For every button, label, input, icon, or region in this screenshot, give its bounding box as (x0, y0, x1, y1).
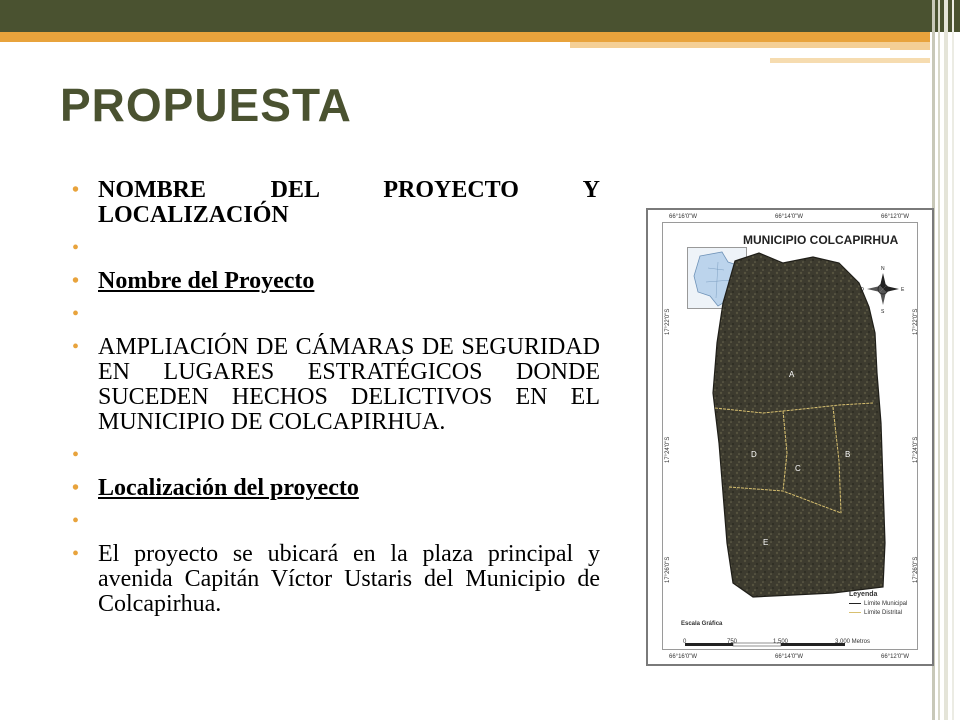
scale-title: Escala Gráfica (681, 621, 723, 627)
bullet-list (72, 178, 600, 617)
compass-s-label: S (881, 309, 885, 315)
map-coord-side: 17°24'0"S (913, 436, 919, 463)
map-panel (662, 214, 919, 660)
map-coord-side: 17°22'0"S (913, 308, 919, 335)
map-coord-side: 17°24'0"S (665, 436, 671, 463)
map-coord-side: 17°26'0"S (665, 556, 671, 583)
scale-tick: 750 (727, 639, 738, 645)
list-item-heading: • NOMBRE DEL PROYECTO Y LOCALIZACIÓN (72, 178, 600, 228)
map-coord-bottom: 66°12'0"W (881, 654, 910, 660)
header-bar (0, 0, 960, 32)
municipality-map (663, 223, 919, 651)
list-item-empty (72, 302, 600, 327)
zone-label: C (795, 464, 801, 473)
header-accent-bar (0, 32, 930, 42)
side-stripes (930, 0, 960, 720)
page-title: PROPUESTA (60, 79, 352, 131)
map-coord-top: 66°12'0"W (881, 214, 910, 220)
legend-item-municipal: Límite Municipal (849, 601, 907, 607)
header-divider (570, 48, 890, 51)
map-coord-top: 66°14'0"W (775, 214, 804, 220)
legend-title: Leyenda (849, 591, 878, 598)
list-item-empty (72, 509, 600, 534)
map-coord-side: 17°22'0"S (665, 308, 671, 335)
compass-n-label: N (881, 266, 885, 272)
zone-label: A (789, 370, 795, 379)
list-item-location-label: • Localización del proyecto (72, 476, 600, 501)
map-coord-bottom: 66°16'0"W (669, 654, 698, 660)
zone-label: B (845, 450, 851, 459)
map-coord-bottom: 66°14'0"W (775, 654, 804, 660)
scale-tick: 3,000 Metros (835, 639, 871, 645)
list-item-name-text: • AMPLIACIÓN DE CÁMARAS DE SEGURIDAD EN LUGARES ESTRATÉGICOS DONDE SUCEDEN HECHOS DELICTIVOS EN EL MUNICIPIO DE COLCAPIRHUA. (72, 335, 600, 435)
map-figure (646, 208, 934, 666)
map-title: MUNICIPIO COLCAPIRHUA (743, 233, 899, 247)
legend-item-district: Límite Distrital (849, 610, 907, 616)
compass-o-label: O (860, 287, 864, 293)
list-item-empty (72, 443, 600, 468)
compass-e-label: E (901, 287, 905, 293)
list-item-empty (72, 236, 600, 261)
scale-tick: 1,500 (773, 639, 789, 645)
zone-label: D (751, 450, 757, 459)
map-coord-top: 66°16'0"W (669, 214, 698, 220)
zone-label: E (763, 538, 769, 547)
map-coord-side: 17°26'0"S (913, 556, 919, 583)
list-item-name-label: • Nombre del Proyecto (72, 269, 600, 294)
list-item-location-text: • El proyecto se ubicará en la plaza principal y avenida Capitán Víctor Ustaris del Municipio de Colcapirhua. (72, 542, 600, 617)
header-accent-bar-faint (770, 58, 930, 63)
scale-labels (681, 621, 871, 647)
map-legend (849, 591, 907, 616)
scale-tick: 0 (683, 639, 687, 645)
